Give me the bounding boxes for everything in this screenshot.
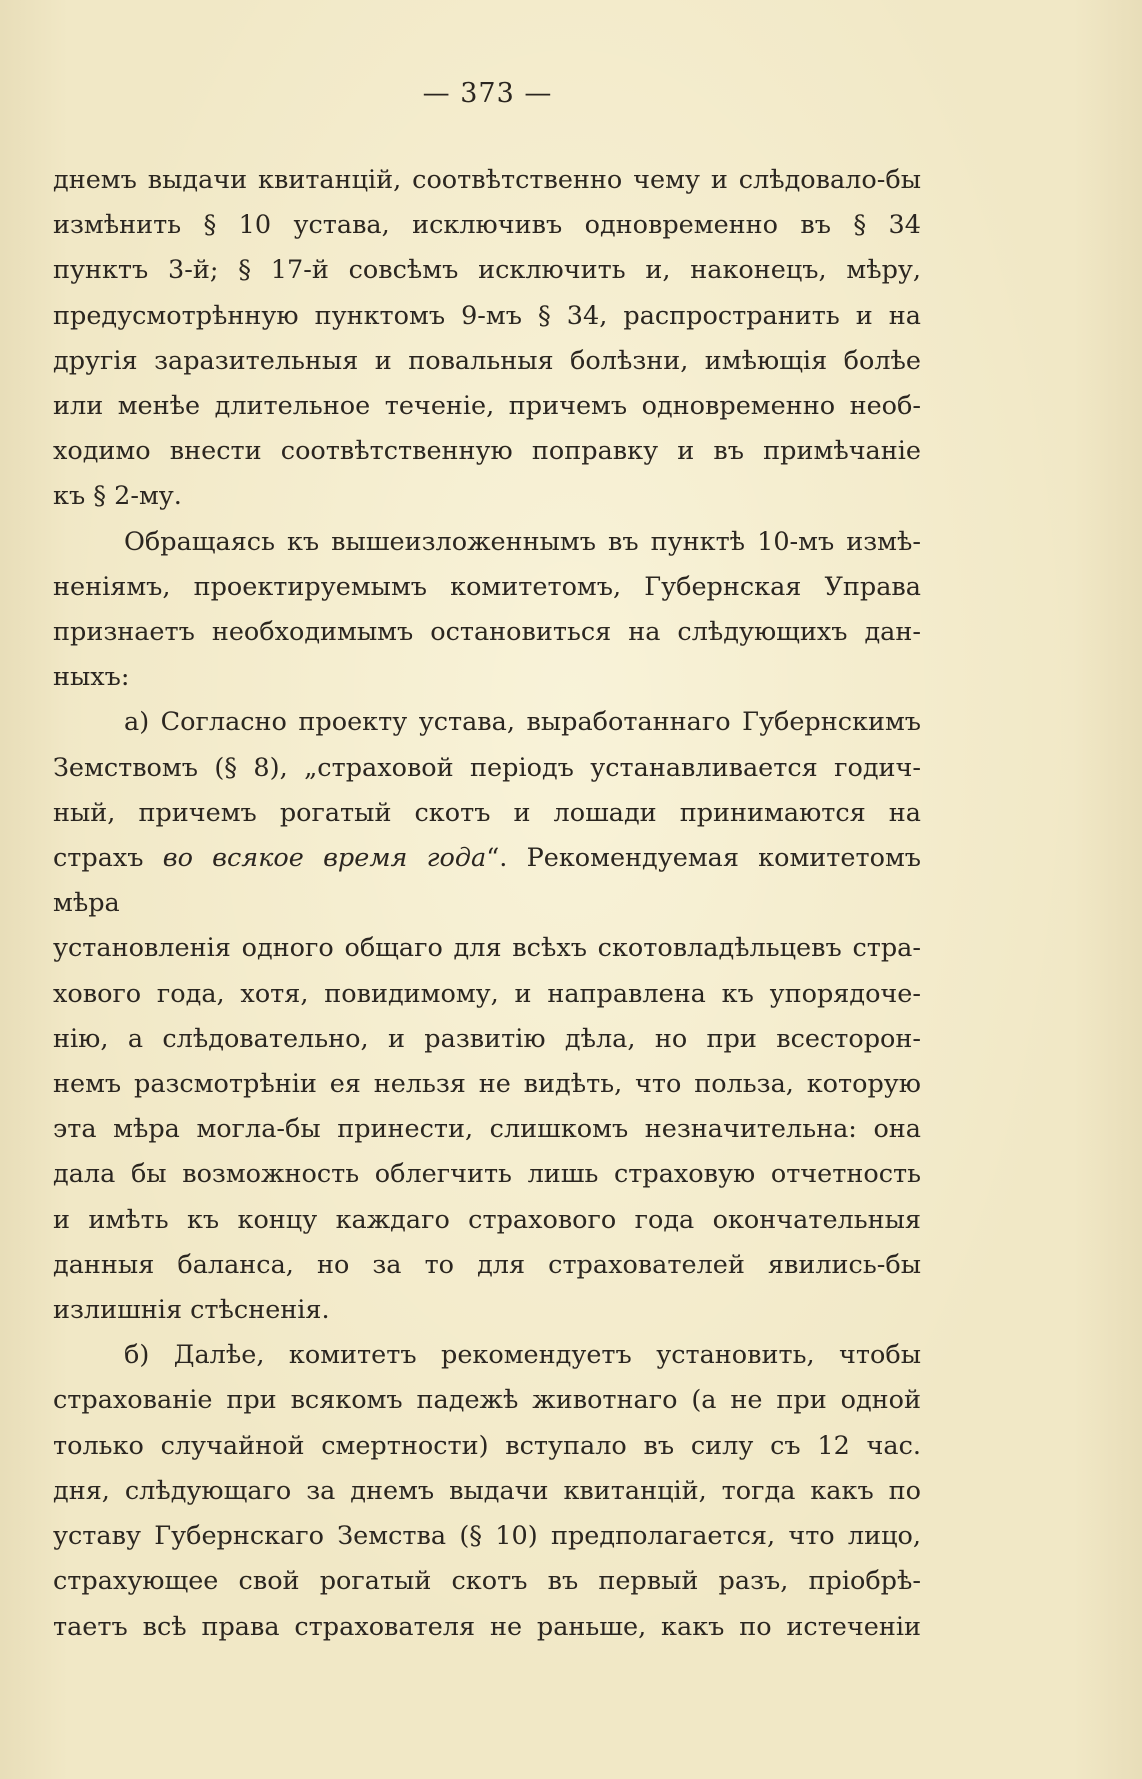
text-line: только случайной смертности) вступало въ силу съ 12 час.: [53, 1430, 921, 1461]
text-line: или менѣе длительное теченіе, причемъ одновременно необ-: [53, 391, 921, 422]
text-line: другія заразительныя и повальныя болѣзни, имѣющія болѣе: [53, 345, 921, 376]
text-line: неніямъ, проектируемымъ комитетомъ, Губернская Управа: [53, 571, 921, 602]
text-line: данныя баланса, но за то для страхователей явились-бы: [53, 1249, 921, 1280]
text-line: дня, слѣдующаго за днемъ выдачи квитанцій, тогда какъ по: [53, 1475, 921, 1506]
text-line: таетъ всѣ права страхователя не раньше, какъ по истеченіи: [53, 1611, 921, 1642]
body-text: [53, 158, 921, 1650]
text-line: уставу Губернскаго Земства (§ 10) предполагается, что лицо,: [53, 1521, 921, 1552]
text-line: эта мѣра могла-бы принести, слишкомъ незначительна: она: [53, 1114, 921, 1145]
text-line: б) Далѣе, комитетъ рекомендуетъ установить, чтобы: [124, 1340, 921, 1371]
italic-phrase: во всякое время года: [162, 843, 487, 874]
text-line-with-italic: [53, 836, 921, 926]
text-line: къ § 2-му.: [53, 481, 182, 512]
text-line: а) Согласно проекту устава, выработаннаго Губернскимъ: [124, 707, 921, 738]
text-line: Обращаясь къ вышеизложеннымъ въ пунктѣ 10-мъ измѣ-: [124, 526, 921, 557]
text-line: Земствомъ (§ 8), „страховой періодъ устанавливается годич-: [53, 752, 921, 783]
text-line: дала бы возможность облегчить лишь страховую отчетность: [53, 1159, 921, 1190]
page-number: — 373 —: [422, 78, 553, 109]
paragraph-a: [53, 700, 921, 1333]
paragraph-obrashchayas: [53, 520, 921, 701]
text-line: немъ разсмотрѣніи ея нельзя не видѣть, что польза, которую: [53, 1069, 921, 1100]
text-line: ный, причемъ рогатый скотъ и лошади принимаются на: [53, 797, 921, 828]
paragraph-b: [53, 1333, 921, 1649]
text-fragment: страхъ: [53, 843, 144, 874]
text-line: признаетъ необходимымъ остановиться на слѣдующихъ дан-: [53, 617, 921, 648]
text-line: ныхъ:: [53, 662, 130, 693]
text-line: ходимо внести соотвѣтственную поправку и въ примѣчаніе: [53, 436, 921, 467]
text-line: и имѣть къ концу каждаго страхового года окончательныя: [53, 1204, 921, 1235]
text-line: пунктъ 3-й; § 17-й совсѣмъ исключить и, наконецъ, мѣру,: [53, 255, 921, 286]
text-line: страхующее свой рогатый скотъ въ первый разъ, пріобрѣ-: [53, 1566, 921, 1597]
text-line: страхованіе при всякомъ падежѣ животнаго (а не при одной: [53, 1385, 921, 1416]
text-fragment: “. Рекомендуемая комитетомъ мѣра: [53, 843, 922, 919]
paragraph-continuation: [53, 158, 921, 520]
text-line: установленія одного общаго для всѣхъ скотовладѣльцевъ стра-: [53, 933, 921, 964]
text-line: излишнія стѣсненія.: [53, 1295, 330, 1326]
text-line: хового года, хотя, повидимому, и направлена къ упорядоче-: [53, 978, 921, 1009]
text-line: предусмотрѣнную пунктомъ 9-мъ § 34, распространить и на: [53, 300, 921, 331]
text-line: измѣнить § 10 устава, исключивъ одновременно въ § 34: [53, 210, 921, 241]
text-line: днемъ выдачи квитанцій, соотвѣтственно чему и слѣдовало-бы: [53, 165, 921, 195]
text-line: нію, а слѣдовательно, и развитію дѣла, но при всесторон-: [53, 1023, 921, 1054]
